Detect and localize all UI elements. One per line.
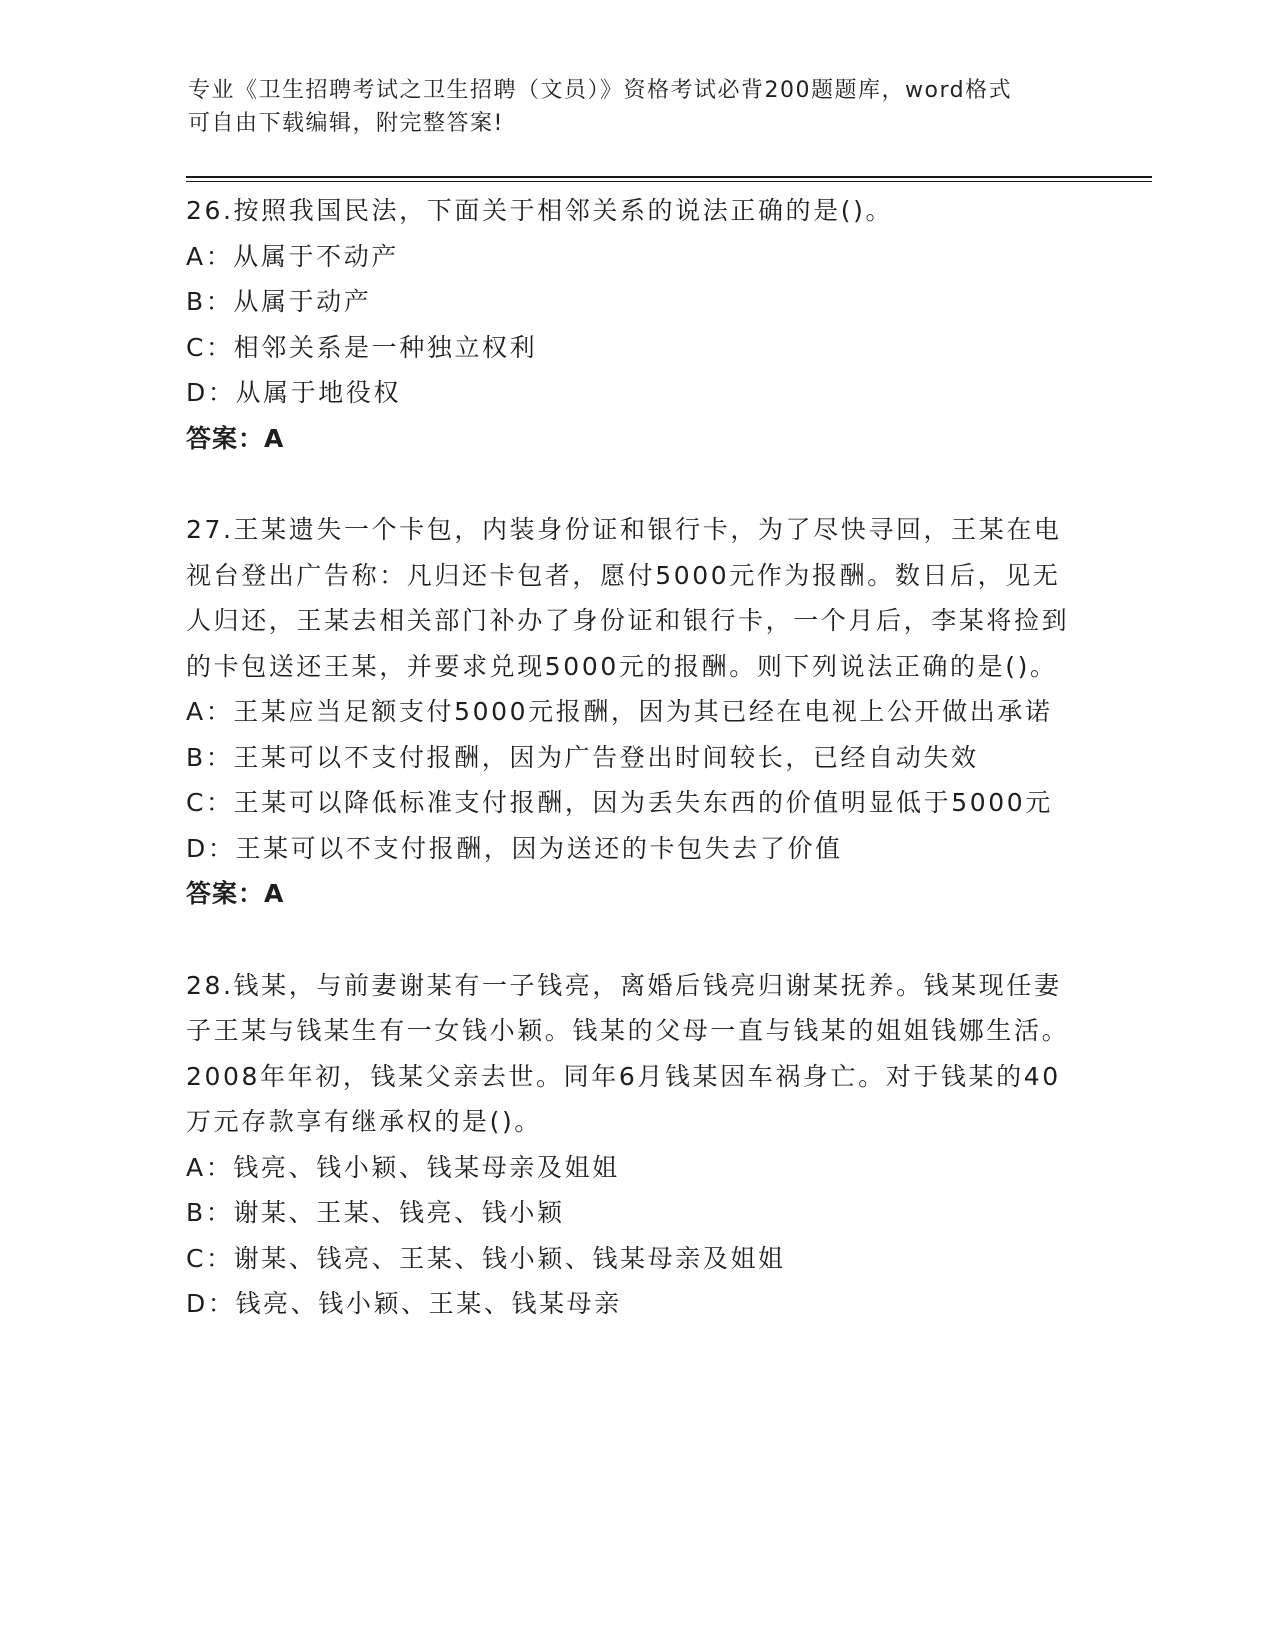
question-list (186, 188, 1076, 1373)
option-c: C：王某可以降低标准支付报酬，因为丢失东西的价值明显低于5000元 (186, 788, 1053, 817)
question-28 (186, 963, 1076, 1327)
option-c: C：相邻关系是一种独立权利 (186, 332, 538, 362)
header-divider-thin (186, 181, 1152, 182)
option-a: A：王某应当足额支付5000元报酬，因为其已经在电视上公开做出承诺 (186, 697, 1053, 726)
document-header (188, 74, 1078, 140)
option-d: D：从属于地役权 (186, 378, 402, 407)
question-stem: 26.按照我国民法，下面关于相邻关系的说法正确的是()。 (186, 196, 894, 225)
option-c: C：谢某、钱亮、王某、钱小颖、钱某母亲及姐姐 (186, 1243, 786, 1273)
question-27 (186, 507, 1076, 917)
option-a: A：钱亮、钱小颖、钱某母亲及姐姐 (186, 1152, 620, 1182)
option-d: D：王某可以不支付报酬，因为送还的卡包失去了价值 (186, 833, 843, 863)
question-26 (186, 188, 1076, 461)
header-divider-thick (186, 176, 1152, 178)
option-a: A：从属于不动产 (186, 241, 399, 271)
option-b: B：王某可以不支付报酬，因为广告登出时间较长，已经自动失效 (186, 742, 979, 772)
option-d: D：钱亮、钱小颖、王某、钱某母亲 (186, 1289, 622, 1318)
header-line-1: 专业《卫生招聘考试之卫生招聘（文员）》资格考试必背200题题库，word格式 (188, 78, 1013, 103)
option-b: B：谢某、王某、钱亮、钱小颖 (186, 1198, 565, 1227)
question-stem: 28.钱某，与前妻谢某有一子钱亮，离婚后钱亮归谢某抚养。钱某现任妻子王某与钱某生有一女钱小颖。钱某的父母一直与钱某的姐姐钱娜生活。2008年年初，钱某父亲去世。同年6月钱某因车祸身亡。对于钱某的40万元存款享有继承权的是()。 (186, 970, 1070, 1136)
option-b: B：从属于动产 (186, 287, 372, 316)
question-stem: 27.王某遗失一个卡包，内装身份证和银行卡，为了尽快寻回，王某在电视台登出广告称：凡归还卡包者，愿付5000元作为报酬。数日后，见无人归还，王某去相关部门补办了身份证和银行卡，一个月后，李某将捡到的卡包送还王某，并要求兑现5000元的报酬。则下列说法正确的是()。 (186, 515, 1070, 681)
answer-text: 答案：A (186, 423, 285, 453)
header-line-2: 可自由下载编辑，附完整答案! (188, 111, 504, 136)
answer-text: 答案：A (186, 879, 285, 908)
